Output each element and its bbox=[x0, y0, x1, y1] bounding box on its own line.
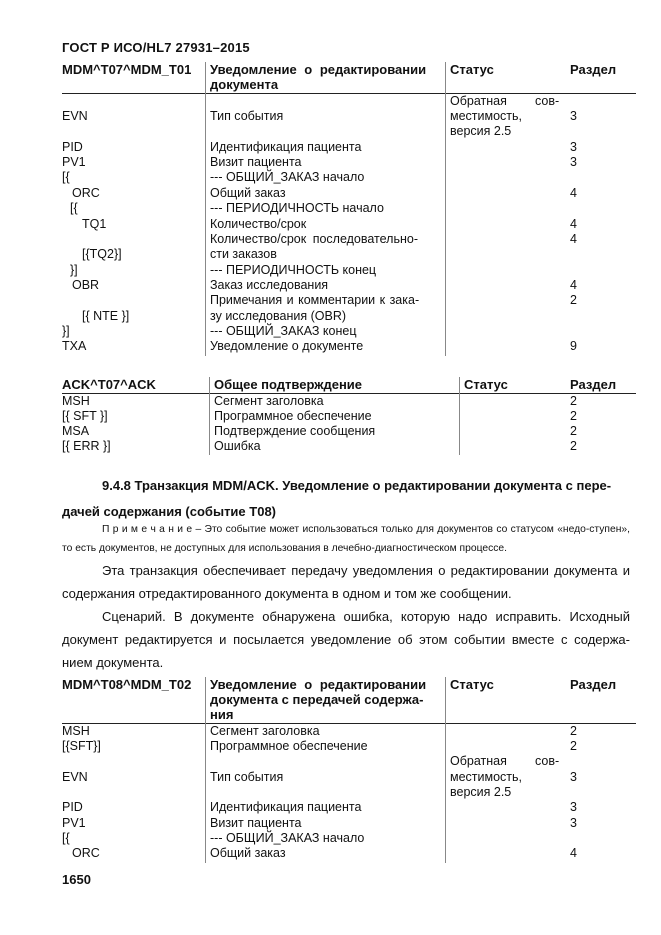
table-row: PV1 Визит пациента 3 bbox=[62, 155, 577, 169]
table-row: [{ --- ПЕРИОДИЧНОСТЬ начало bbox=[70, 201, 384, 215]
col-header-description: Уведомление о редактировании bbox=[210, 62, 427, 77]
section-heading: 9.4.8 Транзакция MDM/ACK. Уведомление о редактировании документа с пере-дачей содержания (событие T08) bbox=[62, 478, 612, 519]
note-label: П р и м е ч а н и е bbox=[102, 524, 193, 535]
note-text: – Это событие может использоваться только для документов со статусом «недо-ступен», то есть документов, не доступных для использования в лечебно-диагностическом процессе. bbox=[62, 524, 630, 554]
paragraph-2: Сценарий. В документе обнаружена ошибка, которую надо исправить. Исходный документ редактируется и посылается уведомление об этом событии вместе с содержа-нием документа. bbox=[62, 609, 630, 670]
page-number: 1650 bbox=[62, 872, 91, 887]
status-cell: Обратная сов- bbox=[450, 754, 560, 768]
table-row: ORC Общий заказ 4 bbox=[72, 846, 577, 860]
table-row: OBR Заказ исследования 4 bbox=[72, 278, 577, 292]
table-row: EVN Тип события местимость, 3 bbox=[62, 770, 577, 784]
table-ack-t07 bbox=[62, 377, 636, 457]
table-row: [{TQ2}] сти заказов bbox=[82, 247, 277, 261]
table-row: MSH Сегмент заголовка 2 bbox=[62, 724, 577, 738]
table-row: ORC Общий заказ 4 bbox=[72, 186, 577, 200]
table-row: [{ ERR }] Ошибка 2 bbox=[62, 439, 577, 453]
status-cell: Обратная сов- bbox=[450, 94, 560, 108]
table-row: TQ1 Количество/срок 4 bbox=[82, 217, 577, 231]
col-header-status: Статус bbox=[464, 377, 508, 392]
table-row: }] --- ОБЩИЙ_ЗАКАЗ конец bbox=[62, 324, 357, 338]
table-row: Примечания и комментарии к зака- 2 bbox=[210, 293, 577, 307]
table-row: TXA Уведомление о документе 9 bbox=[62, 339, 577, 353]
col-header-section: Раздел bbox=[570, 377, 617, 392]
table-row: [{ SFT }] Программное обеспечение 2 bbox=[62, 409, 577, 423]
col-header-message: MDM^T07^MDM_T01 bbox=[62, 62, 192, 77]
table-row: [{SFT}] Программное обеспечение 2 bbox=[62, 739, 577, 753]
table-row: PID Идентификация пациента 3 bbox=[62, 140, 577, 154]
table-row: MSH Сегмент заголовка 2 bbox=[62, 394, 577, 408]
col-header-section: Раздел bbox=[570, 677, 617, 692]
status-cell: версия 2.5 bbox=[450, 124, 512, 138]
col-header-status: Статус bbox=[450, 677, 494, 692]
table-mdm-t08 bbox=[62, 677, 636, 867]
table-row: PV1 Визит пациента 3 bbox=[62, 816, 577, 830]
col-header-description-2: документа с передачей содержа- bbox=[210, 692, 424, 707]
table-mdm-t07 bbox=[62, 62, 636, 362]
table-row: EVN Тип события местимость, 3 bbox=[62, 109, 577, 123]
table-row: [{ --- ОБЩИЙ_ЗАКАЗ начало bbox=[62, 170, 365, 184]
table-row: }] --- ПЕРИОДИЧНОСТЬ конец bbox=[70, 263, 377, 277]
table-row: [{ --- ОБЩИЙ_ЗАКАЗ начало bbox=[62, 831, 365, 845]
col-header-description-2: документа bbox=[210, 77, 279, 92]
col-header-section: Раздел bbox=[570, 62, 617, 77]
col-header-status: Статус bbox=[450, 62, 494, 77]
table-row: PID Идентификация пациента 3 bbox=[62, 800, 577, 814]
status-cell: версия 2.5 bbox=[450, 785, 512, 799]
col-header-message: ACK^T07^ACK bbox=[62, 377, 156, 392]
col-header-message: MDM^T08^MDM_T02 bbox=[62, 677, 192, 692]
col-header-description: Общее подтверждение bbox=[214, 377, 363, 392]
col-header-description: Уведомление о редактировании bbox=[210, 677, 427, 692]
table-row: [{ NTE }] зу исследования (OBR) bbox=[82, 309, 347, 323]
table-row: MSA Подтверждение сообщения 2 bbox=[62, 424, 577, 438]
note bbox=[62, 520, 630, 558]
col-header-description-3: ния bbox=[210, 707, 234, 722]
paragraph-1: Эта транзакция обеспечивает передачу уведомления о редактировании документа и содержания отредактированного документа в одном и том же сообщении. bbox=[62, 563, 630, 601]
document-header: ГОСТ Р ИСО/HL7 27931–2015 bbox=[62, 40, 250, 55]
table-row: Количество/срок последовательно- 4 bbox=[210, 232, 577, 246]
